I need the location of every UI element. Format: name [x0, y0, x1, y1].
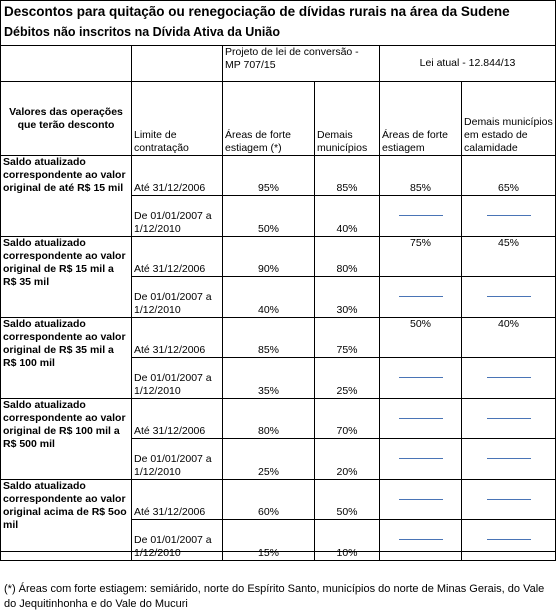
header-valores: Valores das operações que terão desconto: [1, 82, 132, 156]
limite-cell: De 01/01/2007 a 1/12/2010: [132, 196, 223, 237]
lei-forte-cell: [380, 439, 462, 480]
proj-demais-cell: 85%: [315, 156, 380, 196]
empty-line: [487, 458, 531, 459]
table-subtitle: Débitos não inscritos na Dívida Ativa da União: [4, 25, 280, 39]
lei-forte-cell: [380, 196, 462, 237]
limite-cell: De 01/01/2007 a 1/12/2010: [132, 277, 223, 318]
row-label: Saldo atualizado correspondente ao valor original acima de R$ 5oo mil: [1, 480, 132, 561]
proj-demais-cell: 20%: [315, 439, 380, 480]
limite-cell: De 01/01/2007 a 1/12/2010: [132, 358, 223, 399]
header-lei-demais: Demais municípios em estado de calamidade: [462, 82, 556, 156]
empty-line: [399, 418, 443, 419]
lei-demais-cell: [462, 196, 556, 237]
lei-demais-cell: [462, 358, 556, 399]
proj-forte-cell: 25%: [223, 439, 315, 480]
proj-forte-cell: 40%: [223, 277, 315, 318]
row-label: Saldo atualizado correspondente ao valor original de R$ 15 mil a R$ 35 mil: [1, 237, 132, 318]
header-proj-forte: Áreas de forte estiagem (*): [223, 82, 315, 156]
lei-forte-cell: [380, 520, 462, 561]
proj-forte-cell: 80%: [223, 399, 315, 439]
row-label: Saldo atualizado correspondente ao valor original de R$ 100 mil a R$ 500 mil: [1, 399, 132, 480]
empty-line: [399, 215, 443, 216]
table-title: Descontos para quitação ou renegociação de dívidas rurais na área da Sudene: [4, 4, 510, 19]
proj-forte-cell: 90%: [223, 237, 315, 277]
lei-demais-cell: [462, 277, 556, 318]
lei-demais-cell: [462, 439, 556, 480]
header-limite: Limite de contratação: [132, 82, 223, 156]
lei-forte-cell: [380, 277, 462, 318]
limite-cell: Até 31/12/2006: [132, 237, 223, 277]
empty-line: [399, 539, 443, 540]
lei-forte-cell: 75%: [380, 237, 462, 277]
row-label: Saldo atualizado correspondente ao valor original de R$ 35 mil a R$ 100 mil: [1, 318, 132, 399]
proj-demais-cell: 40%: [315, 196, 380, 237]
lei-demais-cell: 40%: [462, 318, 556, 358]
proj-demais-cell: 80%: [315, 237, 380, 277]
limite-cell: Até 31/12/2006: [132, 156, 223, 196]
proj-demais-cell: 25%: [315, 358, 380, 399]
limite-cell: Até 31/12/2006: [132, 318, 223, 358]
empty-line: [487, 296, 531, 297]
limite-cell: De 01/01/2007 a 1/12/2010: [132, 439, 223, 480]
lei-demais-cell: [462, 480, 556, 520]
proj-demais-cell: 75%: [315, 318, 380, 358]
empty-line: [487, 418, 531, 419]
proj-demais-cell: 70%: [315, 399, 380, 439]
header-lei-group: Lei atual - 12.844/13: [380, 46, 556, 82]
lei-demais-cell: [462, 399, 556, 439]
empty-line: [487, 215, 531, 216]
proj-forte-cell: 60%: [223, 480, 315, 520]
limite-cell: Até 31/12/2006: [132, 480, 223, 520]
lei-demais-cell: 45%: [462, 237, 556, 277]
lei-forte-cell: [380, 480, 462, 520]
header-projeto-group: Projeto de lei de conversão - MP 707/15: [223, 46, 380, 82]
empty-line: [399, 458, 443, 459]
lei-forte-cell: 50%: [380, 318, 462, 358]
row-label: Saldo atualizado correspondente ao valor original de até R$ 15 mil: [1, 156, 132, 237]
lei-demais-cell: 65%: [462, 156, 556, 196]
header-proj-demais: Demais municípios: [315, 82, 380, 156]
empty-line: [399, 296, 443, 297]
lei-forte-cell: [380, 399, 462, 439]
lei-forte-cell: [380, 358, 462, 399]
empty-line: [487, 377, 531, 378]
proj-forte-cell: 95%: [223, 156, 315, 196]
limite-cell: Até 31/12/2006: [132, 399, 223, 439]
footnote: (*) Áreas com forte estiagem: semiárido, norte do Espírito Santo, municípios do norte de Minas Gerais, do Vale do Jequitinhonha e do Vale do Mucuri: [4, 583, 545, 610]
proj-forte-cell: 50%: [223, 196, 315, 237]
lei-forte-cell: 85%: [380, 156, 462, 196]
proj-demais-cell: 50%: [315, 480, 380, 520]
header-lei-forte: Áreas de forte estiagem: [380, 82, 462, 156]
lei-demais-cell: [462, 520, 556, 561]
discount-table: [0, 45, 556, 561]
proj-demais-cell: 30%: [315, 277, 380, 318]
proj-forte-cell: 35%: [223, 358, 315, 399]
limite-cell: De 01/01/2007 a 1/12/2010: [132, 520, 223, 561]
header-blank: [132, 46, 223, 82]
empty-line: [487, 499, 531, 500]
empty-line: [399, 377, 443, 378]
empty-line: [487, 539, 531, 540]
proj-demais-cell: 10%: [315, 520, 380, 561]
proj-forte-cell: 15%: [223, 520, 315, 561]
proj-forte-cell: 85%: [223, 318, 315, 358]
empty-line: [399, 499, 443, 500]
header-blank: [1, 46, 132, 82]
